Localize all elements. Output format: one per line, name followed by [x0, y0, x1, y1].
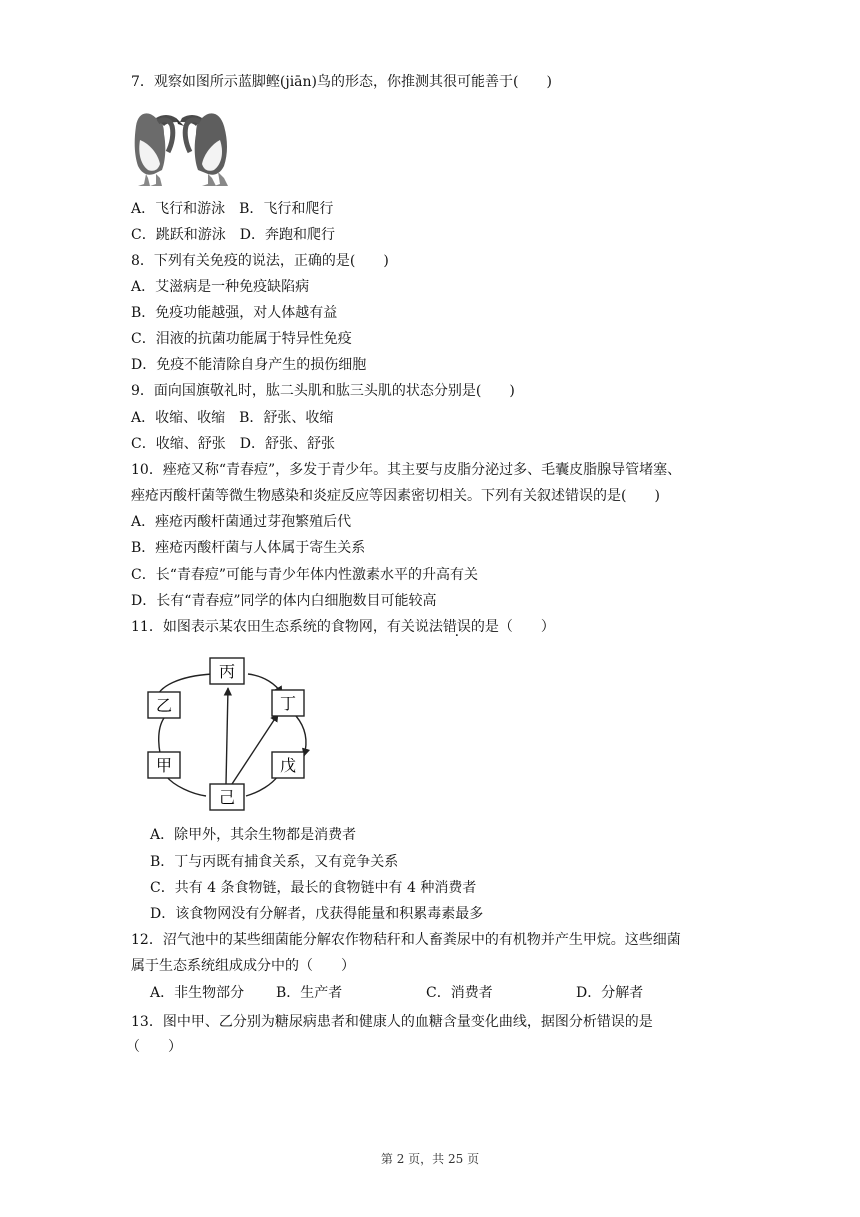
- q10-option-c[interactable]: C．长“青春痘”可能与青少年体内性激素水平的升高有关: [131, 567, 479, 583]
- q12-option-d[interactable]: D．分解者: [576, 985, 644, 1001]
- q12-stem-line2: 属于生态系统组成成分中的（ ）: [131, 958, 355, 974]
- q10-option-d[interactable]: D．长有“青春痘”同学的体内白细胞数目可能较高: [131, 593, 437, 609]
- q9-option-b[interactable]: B．舒张、收缩: [239, 410, 334, 426]
- q10-option-a[interactable]: A．痤疮丙酸杆菌通过芽孢繁殖后代: [131, 514, 352, 530]
- q11-stem-post: 的是（ ）: [470, 619, 555, 635]
- q11-option-c[interactable]: C．共有 4 条食物链，最长的食物链中有 4 种消费者: [150, 880, 477, 896]
- q7-options-row1: [131, 199, 333, 219]
- q7-stem: 7．观察如图所示蓝脚鲣(jiān)鸟的形态，你推测其很可能善于( ): [131, 74, 552, 90]
- q7-options-row2: [131, 225, 335, 245]
- arc-ji-wu: [246, 776, 278, 796]
- q9-stem: 9．面向国旗敬礼时，肱二头肌和肱三头肌的状态分别是( ): [131, 383, 515, 399]
- q11-stem-pre: 11．如图表示某农田生态系统的食物网，有关说法: [131, 619, 443, 635]
- q7-option-a[interactable]: A．飞行和游泳: [131, 201, 226, 217]
- q9-option-d[interactable]: D．舒张、舒张: [239, 436, 335, 452]
- q9-option-a[interactable]: A．收缩、收缩: [131, 410, 226, 426]
- arrow-ji-to-ding: [232, 714, 278, 784]
- node-yi-label: 乙: [155, 696, 173, 715]
- q13-stem-line2: （ ）: [126, 1039, 182, 1055]
- node-ji: [210, 784, 244, 810]
- q11-option-a[interactable]: A．除甲外，其余生物都是消费者: [150, 827, 357, 843]
- node-wu: [272, 752, 304, 778]
- q11-stem-emphasis: 错误: [442, 619, 471, 635]
- q12-stem-line1: 12．沼气池中的某些细菌能分解农作物秸秆和人畜粪尿中的有机物并产生甲烷。这些细菌: [131, 932, 681, 948]
- arc-jia-ji: [166, 776, 206, 796]
- node-wu-label: 戊: [279, 756, 297, 775]
- node-ji-label: 己: [218, 788, 236, 807]
- node-ding-label: 丁: [279, 694, 297, 713]
- q11-option-d[interactable]: D．该食物网没有分解者，戊获得能量和积累毒素最多: [150, 906, 484, 922]
- arrow-ding-to-wu: [296, 716, 306, 756]
- q7-option-c[interactable]: C．跳跃和游泳: [131, 227, 226, 243]
- food-web-diagram: [140, 652, 320, 816]
- node-bing-label: 丙: [218, 662, 236, 681]
- blue-footed-booby-image: [128, 100, 232, 192]
- node-jia: [148, 752, 180, 778]
- node-yi: [148, 692, 180, 718]
- q9-options-row1: [131, 408, 333, 428]
- q12-option-b[interactable]: B．生产者: [276, 985, 343, 1001]
- q7-option-b[interactable]: B．飞行和爬行: [239, 201, 334, 217]
- q11-option-b[interactable]: B．丁与丙既有捕食关系，又有竞争关系: [150, 854, 399, 870]
- q10-stem-line2: 痤疮丙酸杆菌等微生物感染和炎症反应等因素密切相关。下列有关叙述错误的是( ): [131, 488, 660, 504]
- node-ding: [272, 690, 304, 716]
- q9-options-row2: [131, 434, 335, 454]
- q12-options-row: [150, 983, 643, 1003]
- arrow-ji-to-bing: [226, 688, 228, 784]
- q11-stem: [131, 617, 555, 637]
- q12-option-a[interactable]: A．非生物部分: [150, 985, 245, 1001]
- q9-option-c[interactable]: C．收缩、舒张: [131, 436, 226, 452]
- q10-stem-line1: 10．痤疮又称“青春痘”，多发于青少年。其主要与皮脂分泌过多、毛囊皮脂腺导管堵塞、: [131, 462, 682, 478]
- node-bing: [210, 658, 244, 684]
- q12-option-c[interactable]: C．消费者: [426, 985, 493, 1001]
- q8-option-d[interactable]: D．免疫不能清除自身产生的损伤细胞: [131, 357, 367, 373]
- q8-option-c[interactable]: C．泪液的抗菌功能属于特异性免疫: [131, 331, 352, 347]
- q7-option-d[interactable]: D．奔跑和爬行: [239, 227, 335, 243]
- q8-stem: 8．下列有关免疫的说法，正确的是( ): [131, 253, 389, 269]
- node-jia-label: 甲: [155, 756, 173, 775]
- q8-option-a[interactable]: A．艾滋病是一种免疫缺陷病: [131, 279, 310, 295]
- q13-stem-line1: 13．图中甲、乙分别为糖尿病患者和健康人的血糖含量变化曲线，据图分析错误的是: [131, 1014, 653, 1030]
- q8-option-b[interactable]: B．免疫功能越强，对人体越有益: [131, 305, 338, 321]
- page-footer: 第 2 页，共 25 页: [380, 1152, 480, 1166]
- q10-option-b[interactable]: B．痤疮丙酸杆菌与人体属于寄生关系: [131, 540, 366, 556]
